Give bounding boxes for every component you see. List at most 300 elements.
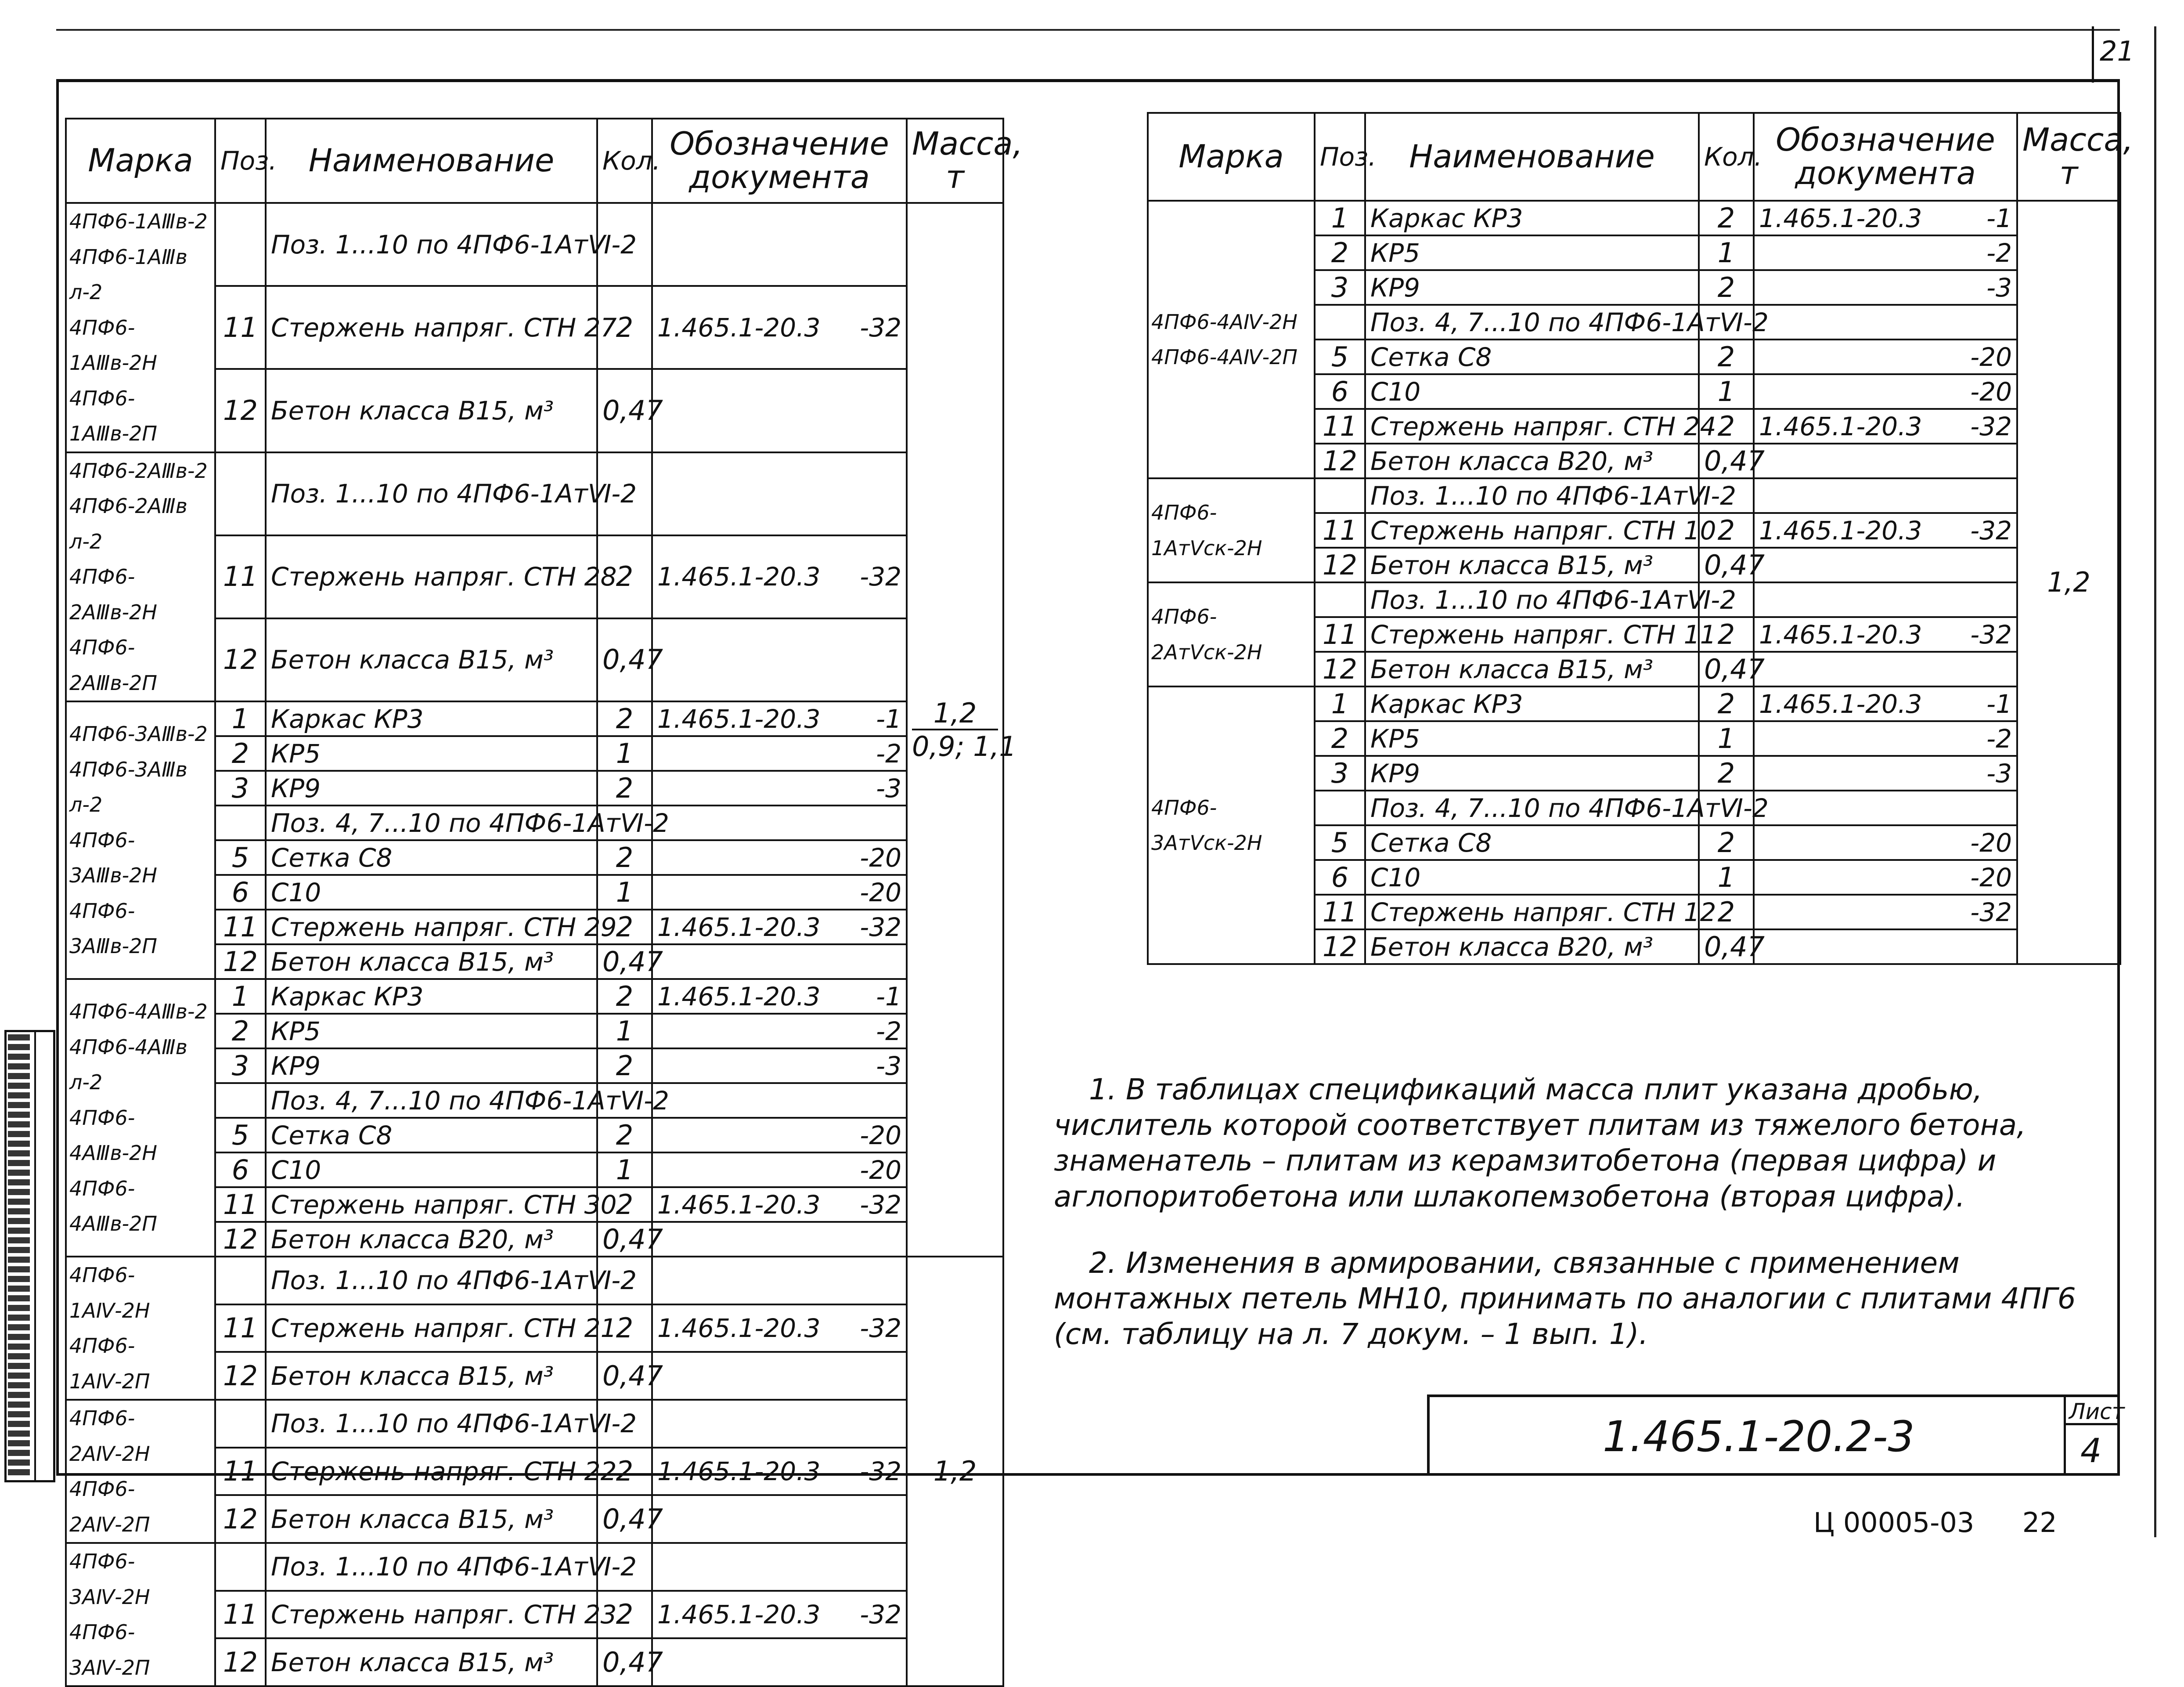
- mark-label: 4ПФ6-4АⅣ-2П: [1151, 345, 1297, 369]
- col-header-doc: Обозначение документа: [1754, 113, 2017, 201]
- name-cell: Поз. 1...10 по 4ПФ6-1АтⅥ-2: [266, 452, 597, 535]
- name-cell: Бетон класса В15, м³: [266, 618, 597, 701]
- doc-cell: [652, 203, 907, 286]
- name-cell: Поз. 1...10 по 4ПФ6-1АтⅥ-2: [266, 1400, 597, 1448]
- pos-cell: 11: [1315, 513, 1365, 548]
- name-cell: Сетка С8: [1365, 825, 1699, 860]
- mark-label: 4ПФ6-3АⅢв л-2: [69, 757, 187, 817]
- doc-suffix: -3: [876, 773, 901, 803]
- mark-cell: [66, 1400, 215, 1543]
- qty-cell: 1: [1699, 721, 1754, 756]
- qty-cell: 1: [1699, 374, 1754, 409]
- pos-cell: [215, 1083, 266, 1118]
- mark-cell: [1148, 201, 1315, 478]
- mark-cell: [66, 203, 215, 452]
- mark-label: 4ПФ6-2АⅣ-2Н: [69, 1406, 150, 1466]
- mark-label: 4ПФ6-2АⅣ-2П: [69, 1477, 150, 1536]
- name-cell: Стержень напряг. СТН 24: [1365, 409, 1699, 444]
- qty-cell: 1: [597, 1152, 652, 1187]
- doc-code: 1.465.1-20.3: [657, 704, 821, 734]
- pos-cell: 11: [1315, 617, 1365, 652]
- name-cell: КР5: [266, 1014, 597, 1048]
- doc-cell: [652, 944, 907, 979]
- qty-cell: 2: [597, 701, 652, 736]
- doc-cell: [1754, 444, 2017, 478]
- left-spec-table: [65, 118, 1023, 1687]
- name-cell: Стержень напряг. СТН 30: [266, 1187, 597, 1222]
- doc-suffix: -3: [876, 1051, 901, 1081]
- pos-cell: 11: [215, 1187, 266, 1222]
- qty-cell: 0,47: [1699, 548, 1754, 582]
- table-row: [66, 1543, 1003, 1591]
- pos-cell: 12: [215, 1352, 266, 1400]
- col-header-marka: Марка: [66, 119, 215, 203]
- doc-cell: [652, 1118, 907, 1152]
- doc-suffix: -3: [1986, 758, 2012, 788]
- footer-archive-code: Ц 00005-03: [1813, 1506, 1975, 1539]
- pos-cell: 6: [1315, 860, 1365, 895]
- pos-cell: [215, 203, 266, 286]
- doc-code: 1.465.1-20.3: [657, 1189, 821, 1220]
- pos-cell: 12: [215, 1495, 266, 1543]
- doc-cell: [652, 286, 907, 369]
- mark-label: 4ПФ6-2АⅢв л-2: [69, 494, 187, 553]
- pos-cell: 1: [1315, 201, 1365, 235]
- table-row: [66, 452, 1003, 535]
- mark-label: 4ПФ6-4АⅢв-2П: [69, 1176, 158, 1236]
- name-cell: Поз. 1...10 по 4ПФ6-1АтⅥ-2: [266, 1257, 597, 1304]
- doc-cell: [1754, 825, 2017, 860]
- qty-cell: 0,47: [1699, 444, 1754, 478]
- binding-strip-divider: [34, 1030, 36, 1482]
- qty-cell: 0,47: [597, 618, 652, 701]
- doc-cell: [652, 452, 907, 535]
- doc-cell: [652, 875, 907, 910]
- name-cell: Поз. 4, 7...10 по 4ПФ6-1АтⅥ-2: [266, 1083, 597, 1118]
- pos-cell: 3: [1315, 270, 1365, 305]
- doc-cell: [1754, 305, 2017, 340]
- qty-cell: 0,47: [597, 369, 652, 452]
- qty-cell: 2: [597, 1048, 652, 1083]
- name-cell: Стержень напряг. СТН 27: [266, 286, 597, 369]
- pos-cell: 1: [215, 701, 266, 736]
- mass-cell: [2017, 201, 2120, 964]
- col-header-qty: Кол.: [1699, 113, 1754, 201]
- pos-cell: 11: [215, 286, 266, 369]
- doc-cell: [652, 771, 907, 806]
- pos-cell: 3: [1315, 756, 1365, 791]
- doc-cell: [1754, 929, 2017, 964]
- name-cell: КР9: [266, 771, 597, 806]
- document-code: 1.465.1-20.2-3: [1603, 1412, 1915, 1461]
- qty-cell: 2: [1699, 895, 1754, 929]
- table-row: [66, 203, 1003, 286]
- footer-code: [1813, 1506, 2057, 1539]
- pos-cell: [215, 1257, 266, 1304]
- mark-label: 4ПФ6-4АⅢв-2Н: [69, 1105, 158, 1165]
- pos-cell: 2: [1315, 721, 1365, 756]
- pos-cell: 3: [215, 771, 266, 806]
- doc-suffix: -20: [860, 877, 901, 907]
- pos-cell: 5: [1315, 825, 1365, 860]
- name-cell: Стержень напряг. СТН 28: [266, 535, 597, 618]
- note-1: 1. В таблицах спецификаций масса плит указана дробью, числитель которой соответствует плитам из тяжелого бетона, знаменатель – плитам из керамзитобетона (первая цифра) и аглопоритобетона или шлакопемзобетона (вторая цифра).: [1054, 1073, 2026, 1214]
- name-cell: Бетон класса В20, м³: [1365, 929, 1699, 964]
- pos-cell: 5: [215, 1118, 266, 1152]
- doc-suffix: -32: [860, 1313, 901, 1343]
- table-row: [1148, 201, 2120, 235]
- doc-code: 1.465.1-20.3: [657, 312, 821, 343]
- doc-code: 1.465.1-20.3: [657, 562, 821, 592]
- name-cell: С10: [266, 875, 597, 910]
- pos-cell: 11: [1315, 895, 1365, 929]
- qty-cell: 2: [1699, 513, 1754, 548]
- pos-cell: 1: [1315, 686, 1365, 721]
- doc-cell: [652, 1187, 907, 1222]
- doc-cell: [1754, 895, 2017, 929]
- right-spec-table: [1147, 112, 2134, 965]
- name-cell: Каркас КР3: [266, 701, 597, 736]
- pos-cell: 12: [1315, 444, 1365, 478]
- table-row: [66, 1400, 1003, 1448]
- pos-cell: 11: [215, 535, 266, 618]
- name-cell: Поз. 1...10 по 4ПФ6-1АтⅥ-2: [1365, 478, 1699, 513]
- mark-label: 4ПФ6-1АⅢв-2: [69, 210, 208, 233]
- col-header-mass: Масса, т: [2017, 113, 2120, 201]
- name-cell: Стержень напряг. СТН 23: [266, 1591, 597, 1639]
- doc-cell: [652, 1352, 907, 1400]
- name-cell: Поз. 4, 7...10 по 4ПФ6-1АтⅥ-2: [266, 806, 597, 840]
- name-cell: Бетон класса В20, м³: [1365, 444, 1699, 478]
- sheet-value: 4: [2080, 1431, 2102, 1470]
- mark-cell: [1148, 478, 1315, 582]
- mass-value: 1,2: [2047, 566, 2090, 598]
- qty-cell: 2: [1699, 825, 1754, 860]
- mark-label: 4ПФ6-2АⅢв-2Н: [69, 565, 158, 624]
- doc-code: 1.465.1-20.3: [657, 981, 821, 1011]
- doc-suffix: -20: [860, 842, 901, 873]
- mark-label: 4ПФ6-3АⅢв-2П: [69, 899, 158, 958]
- name-cell: С10: [266, 1152, 597, 1187]
- doc-cell: [652, 618, 907, 701]
- pos-cell: 11: [215, 1448, 266, 1496]
- mass-numerator: 1,2: [912, 700, 998, 730]
- doc-code: 1.465.1-20.3: [1759, 689, 1922, 719]
- table-row: [1148, 686, 2120, 721]
- doc-cell: [1754, 201, 2017, 235]
- col-header-qty: Кол.: [597, 119, 652, 203]
- pos-cell: 12: [1315, 652, 1365, 686]
- doc-suffix: -32: [1970, 515, 2012, 545]
- doc-cell: [652, 1591, 907, 1639]
- pos-cell: [1315, 791, 1365, 825]
- qty-cell: 2: [1699, 340, 1754, 374]
- doc-cell: [652, 1083, 907, 1118]
- name-cell: Стержень напряг. СТН 21: [266, 1304, 597, 1352]
- sheet-number: 21: [2100, 35, 2134, 67]
- pos-cell: 12: [215, 369, 266, 452]
- pos-cell: [215, 806, 266, 840]
- doc-code: 1.465.1-20.3: [657, 912, 821, 942]
- doc-suffix: -32: [860, 912, 901, 942]
- doc-cell: [1754, 582, 2017, 617]
- qty-cell: 2: [1699, 686, 1754, 721]
- doc-cell: [652, 701, 907, 736]
- pos-cell: 6: [1315, 374, 1365, 409]
- mark-label: 4ПФ6-1АⅢв-2П: [69, 386, 158, 445]
- name-cell: Сетка С8: [266, 840, 597, 875]
- name-cell: КР9: [1365, 756, 1699, 791]
- mark-label: 4ПФ6-1АⅢв-2Н: [69, 315, 158, 375]
- mark-cell: [1148, 686, 1315, 964]
- pos-cell: 3: [215, 1048, 266, 1083]
- doc-cell: [652, 1400, 907, 1448]
- qty-cell: 2: [597, 1118, 652, 1152]
- mark-cell: [66, 452, 215, 702]
- doc-cell: [652, 1014, 907, 1048]
- pos-cell: 12: [215, 944, 266, 979]
- doc-cell: [1754, 756, 2017, 791]
- doc-suffix: -2: [1986, 723, 2012, 754]
- mark-label: 4ПФ6-4АⅣ-2Н: [1151, 310, 1297, 334]
- name-cell: КР5: [266, 736, 597, 771]
- col-header-pos: Поз.: [1315, 113, 1365, 201]
- doc-cell: [1754, 617, 2017, 652]
- doc-cell: [652, 806, 907, 840]
- col-header-doc: Обозначение документа: [652, 119, 907, 203]
- doc-suffix: -32: [860, 1456, 901, 1486]
- qty-cell: 1: [1699, 860, 1754, 895]
- mark-label: 4ПФ6-1АⅣ-2П: [69, 1334, 150, 1393]
- doc-code: 1.465.1-20.3: [657, 1599, 821, 1629]
- qty-cell: 2: [1699, 270, 1754, 305]
- right-border-line: [2154, 26, 2156, 1537]
- sheet-label: Лист: [2069, 1399, 2125, 1424]
- pos-cell: 2: [215, 1014, 266, 1048]
- qty-cell: 2: [597, 771, 652, 806]
- mark-label: 4ПФ6-3АⅢв-2: [69, 722, 208, 746]
- pos-cell: 2: [215, 736, 266, 771]
- mark-cell: [1148, 582, 1315, 686]
- mark-label: 4ПФ6-3АⅣ-2Н: [69, 1550, 150, 1609]
- doc-code: 1.465.1-20.3: [657, 1456, 821, 1486]
- doc-code: 1.465.1-20.3: [1759, 619, 1922, 650]
- qty-cell: 1: [1699, 235, 1754, 270]
- doc-suffix: -20: [860, 1155, 901, 1185]
- col-header-pos: Поз.: [215, 119, 266, 203]
- doc-code: 1.465.1-20.3: [1759, 203, 1922, 233]
- name-cell: Бетон класса В15, м³: [266, 944, 597, 979]
- top-border-line: [56, 29, 2120, 31]
- col-header-mass: Масса, т: [907, 119, 1003, 203]
- name-cell: Каркас КР3: [1365, 201, 1699, 235]
- doc-cell: [652, 1222, 907, 1257]
- doc-cell: [652, 1304, 907, 1352]
- doc-cell: [652, 1495, 907, 1543]
- table-row: [66, 979, 1003, 1014]
- doc-cell: [652, 369, 907, 452]
- pos-cell: 11: [1315, 409, 1365, 444]
- name-cell: Бетон класса В20, м³: [266, 1222, 597, 1257]
- name-cell: КР9: [1365, 270, 1699, 305]
- doc-suffix: -3: [1986, 272, 2012, 303]
- pos-cell: 11: [215, 1591, 266, 1639]
- name-cell: Бетон класса В15, м³: [1365, 652, 1699, 686]
- pos-cell: [215, 1400, 266, 1448]
- doc-cell: [1754, 791, 2017, 825]
- pos-cell: 12: [1315, 929, 1365, 964]
- qty-cell: 2: [597, 910, 652, 944]
- name-cell: КР9: [266, 1048, 597, 1083]
- pos-cell: 12: [1315, 548, 1365, 582]
- qty-cell: 2: [597, 286, 652, 369]
- qty-cell: 0,47: [1699, 929, 1754, 964]
- doc-cell: [652, 979, 907, 1014]
- name-cell: Бетон класса В15, м³: [266, 369, 597, 452]
- mark-label: 4ПФ6-2АⅢв-2П: [69, 636, 158, 695]
- doc-suffix: -20: [1970, 342, 2012, 372]
- name-cell: Стержень напряг. СТН 12: [1365, 895, 1699, 929]
- doc-suffix: -20: [1970, 376, 2012, 407]
- name-cell: Сетка С8: [1365, 340, 1699, 374]
- mark-label: 4ПФ6-1АⅢв л-2: [69, 245, 187, 304]
- pos-cell: 6: [215, 1152, 266, 1187]
- doc-cell: [1754, 374, 2017, 409]
- doc-cell: [1754, 340, 2017, 374]
- mark-cell: [66, 701, 215, 979]
- qty-cell: 2: [1699, 617, 1754, 652]
- doc-cell: [1754, 513, 2017, 548]
- doc-suffix: -2: [876, 738, 901, 769]
- name-cell: КР5: [1365, 235, 1699, 270]
- qty-cell: 0,47: [597, 1222, 652, 1257]
- doc-cell: [1754, 270, 2017, 305]
- pos-cell: 12: [215, 1222, 266, 1257]
- doc-suffix: -32: [1970, 411, 2012, 441]
- qty-cell: 2: [597, 535, 652, 618]
- name-cell: Бетон класса В15, м³: [1365, 548, 1699, 582]
- col-header-marka: Марка: [1148, 113, 1315, 201]
- doc-cell: [1754, 652, 2017, 686]
- name-cell: Стержень напряг. СТН 29: [266, 910, 597, 944]
- name-cell: Поз. 1...10 по 4ПФ6-1АтⅥ-2: [1365, 582, 1699, 617]
- name-cell: Бетон класса В15, м³: [266, 1495, 597, 1543]
- doc-suffix: -32: [1970, 897, 2012, 927]
- doc-cell: [1754, 548, 2017, 582]
- mass-value: 1,2: [933, 1455, 977, 1487]
- doc-code: 1.465.1-20.3: [657, 1313, 821, 1343]
- doc-suffix: -32: [860, 1599, 901, 1629]
- pos-cell: [1315, 582, 1365, 617]
- qty-cell: 2: [1699, 201, 1754, 235]
- doc-cell: [652, 1152, 907, 1187]
- name-cell: Стержень напряг. СТН 22: [266, 1448, 597, 1496]
- table-row: [66, 1257, 1003, 1304]
- pos-cell: 11: [215, 1304, 266, 1352]
- doc-cell: [1754, 235, 2017, 270]
- doc-cell: [1754, 860, 2017, 895]
- binding-strip-text: [8, 1034, 30, 1478]
- qty-cell: 0,47: [597, 1352, 652, 1400]
- mark-label: 4ПФ6-2АтⅤск-2Н: [1151, 605, 1262, 664]
- qty-cell: 0,47: [1699, 652, 1754, 686]
- doc-cell: [652, 840, 907, 875]
- name-cell: Бетон класса В15, м³: [266, 1638, 597, 1686]
- doc-cell: [652, 1048, 907, 1083]
- name-cell: Сетка С8: [266, 1118, 597, 1152]
- name-cell: КР5: [1365, 721, 1699, 756]
- doc-suffix: -32: [1970, 619, 2012, 650]
- doc-cell: [652, 910, 907, 944]
- mark-label: 4ПФ6-2АⅢв-2: [69, 459, 208, 483]
- name-cell: Каркас КР3: [266, 979, 597, 1014]
- qty-cell: 1: [597, 875, 652, 910]
- doc-cell: [652, 1257, 907, 1304]
- col-header-name: Наименование: [266, 119, 597, 203]
- mass-cell: [907, 1257, 1003, 1686]
- doc-code: 1.465.1-20.3: [1759, 515, 1922, 545]
- mark-label: 4ПФ6-4АⅢв-2: [69, 1000, 208, 1024]
- col-header-name: Наименование: [1365, 113, 1699, 201]
- doc-cell: [1754, 409, 2017, 444]
- name-cell: Поз. 4, 7...10 по 4ПФ6-1АтⅥ-2: [1365, 305, 1699, 340]
- footer-page-number: 22: [2022, 1506, 2057, 1539]
- qty-cell: 1: [597, 736, 652, 771]
- pos-cell: [215, 1543, 266, 1591]
- doc-cell: [652, 1543, 907, 1591]
- name-cell: Поз. 1...10 по 4ПФ6-1АтⅥ-2: [266, 203, 597, 286]
- doc-suffix: -1: [1986, 689, 2012, 719]
- qty-cell: 2: [597, 1304, 652, 1352]
- mass-denominator: 0,9; 1,1: [912, 730, 1016, 762]
- doc-cell: [652, 535, 907, 618]
- doc-cell: [1754, 686, 2017, 721]
- name-cell: Каркас КР3: [1365, 686, 1699, 721]
- doc-suffix: -20: [1970, 862, 2012, 892]
- name-cell: Поз. 4, 7...10 по 4ПФ6-1АтⅥ-2: [1365, 791, 1699, 825]
- qty-cell: 2: [597, 1448, 652, 1496]
- doc-cell: [652, 736, 907, 771]
- doc-code: 1.465.1-20.3: [1759, 411, 1922, 441]
- qty-cell: 2: [597, 979, 652, 1014]
- doc-suffix: -1: [1986, 203, 2012, 233]
- mark-cell: [66, 1543, 215, 1686]
- table-row: [1148, 582, 2120, 617]
- name-cell: Бетон класса В15, м³: [266, 1352, 597, 1400]
- pos-cell: 2: [1315, 235, 1365, 270]
- pos-cell: [215, 452, 266, 535]
- qty-cell: 1: [597, 1014, 652, 1048]
- pos-cell: [1315, 478, 1365, 513]
- mark-cell: [66, 979, 215, 1257]
- doc-suffix: -1: [876, 704, 901, 734]
- qty-cell: 0,47: [597, 944, 652, 979]
- qty-cell: 0,47: [597, 1638, 652, 1686]
- mark-label: 4ПФ6-3АⅣ-2П: [69, 1620, 150, 1680]
- doc-cell: [652, 1638, 907, 1686]
- mark-label: 4ПФ6-1АтⅤск-2Н: [1151, 501, 1262, 560]
- doc-suffix: -20: [860, 1120, 901, 1150]
- qty-cell: 2: [1699, 409, 1754, 444]
- pos-cell: 11: [215, 910, 266, 944]
- doc-cell: [1754, 721, 2017, 756]
- doc-cell: [1754, 478, 2017, 513]
- qty-cell: 2: [597, 1187, 652, 1222]
- doc-suffix: -1: [876, 981, 901, 1011]
- name-cell: С10: [1365, 860, 1699, 895]
- pos-cell: 12: [215, 1638, 266, 1686]
- qty-cell: 2: [1699, 756, 1754, 791]
